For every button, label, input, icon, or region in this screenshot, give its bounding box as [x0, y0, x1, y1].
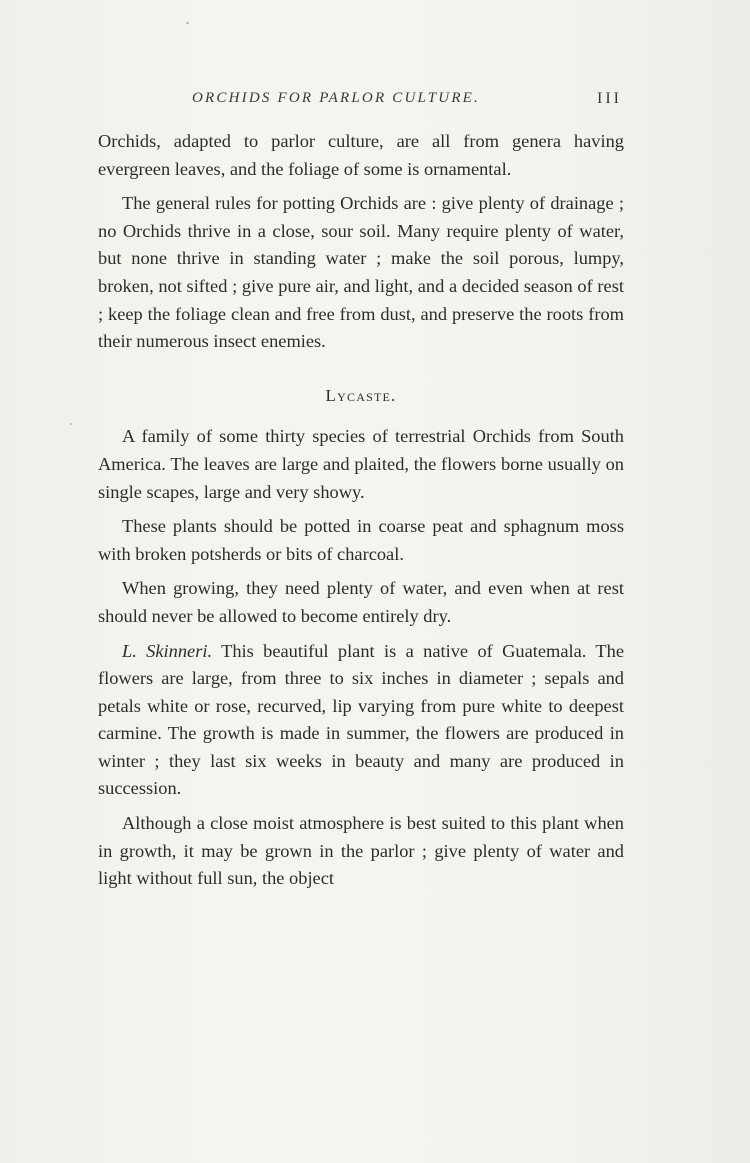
section-heading: Lycaste. [325, 385, 397, 405]
page-number: III [597, 90, 622, 107]
paragraph: When growing, they need plenty of water, and even when at rest should never be allowed to become entirely dry. [98, 578, 624, 626]
species-description: This beautiful plant is a native of Guatemala. The flowers are large, from three to six inches in diameter ; sepals and petals white or rose, recurved, lip varying from pure white to deepest carmine. The growth is made in summer, the flowers are produced in winter ; they last six weeks in beauty and many are produced in succession. [98, 640, 624, 799]
paragraph: Although a close moist atmosphere is best suited to this plant when in growth, it may be grown in the parlor ; give plenty of water and light without full sun, the object [98, 813, 624, 889]
running-head [98, 90, 622, 112]
paper-speck [70, 423, 72, 425]
running-title: ORCHIDS FOR PARLOR CULTURE. [192, 90, 480, 106]
paragraph: Orchids, adapted to parlor culture, are all from genera having evergreen leaves, and the foliage of some is ornamental. [98, 131, 624, 179]
body-text [98, 128, 624, 893]
paragraph [98, 638, 624, 804]
species-name: L. Skinneri. [122, 640, 213, 661]
paper-speck [186, 22, 189, 24]
paragraph: The general rules for potting Orchids are : give plenty of drainage ; no Orchids thrive in a close, sour soil. Many require plenty of water, but none thrive in standing water ; make the soil porous, lumpy, broken, not sifted ; give pure air, and light, and a decided season of rest ; keep the foliage clean and free from dust, and preserve the roots from their numerous insect enemies. [98, 193, 624, 352]
paragraph: A family of some thirty species of terrestrial Orchids from South America. The leaves are large and plaited, the flowers borne usually on single scapes, large and very showy. [98, 426, 624, 502]
paragraph: These plants should be potted in coarse peat and sphagnum moss with broken potsherds or bits of charcoal. [98, 516, 624, 564]
